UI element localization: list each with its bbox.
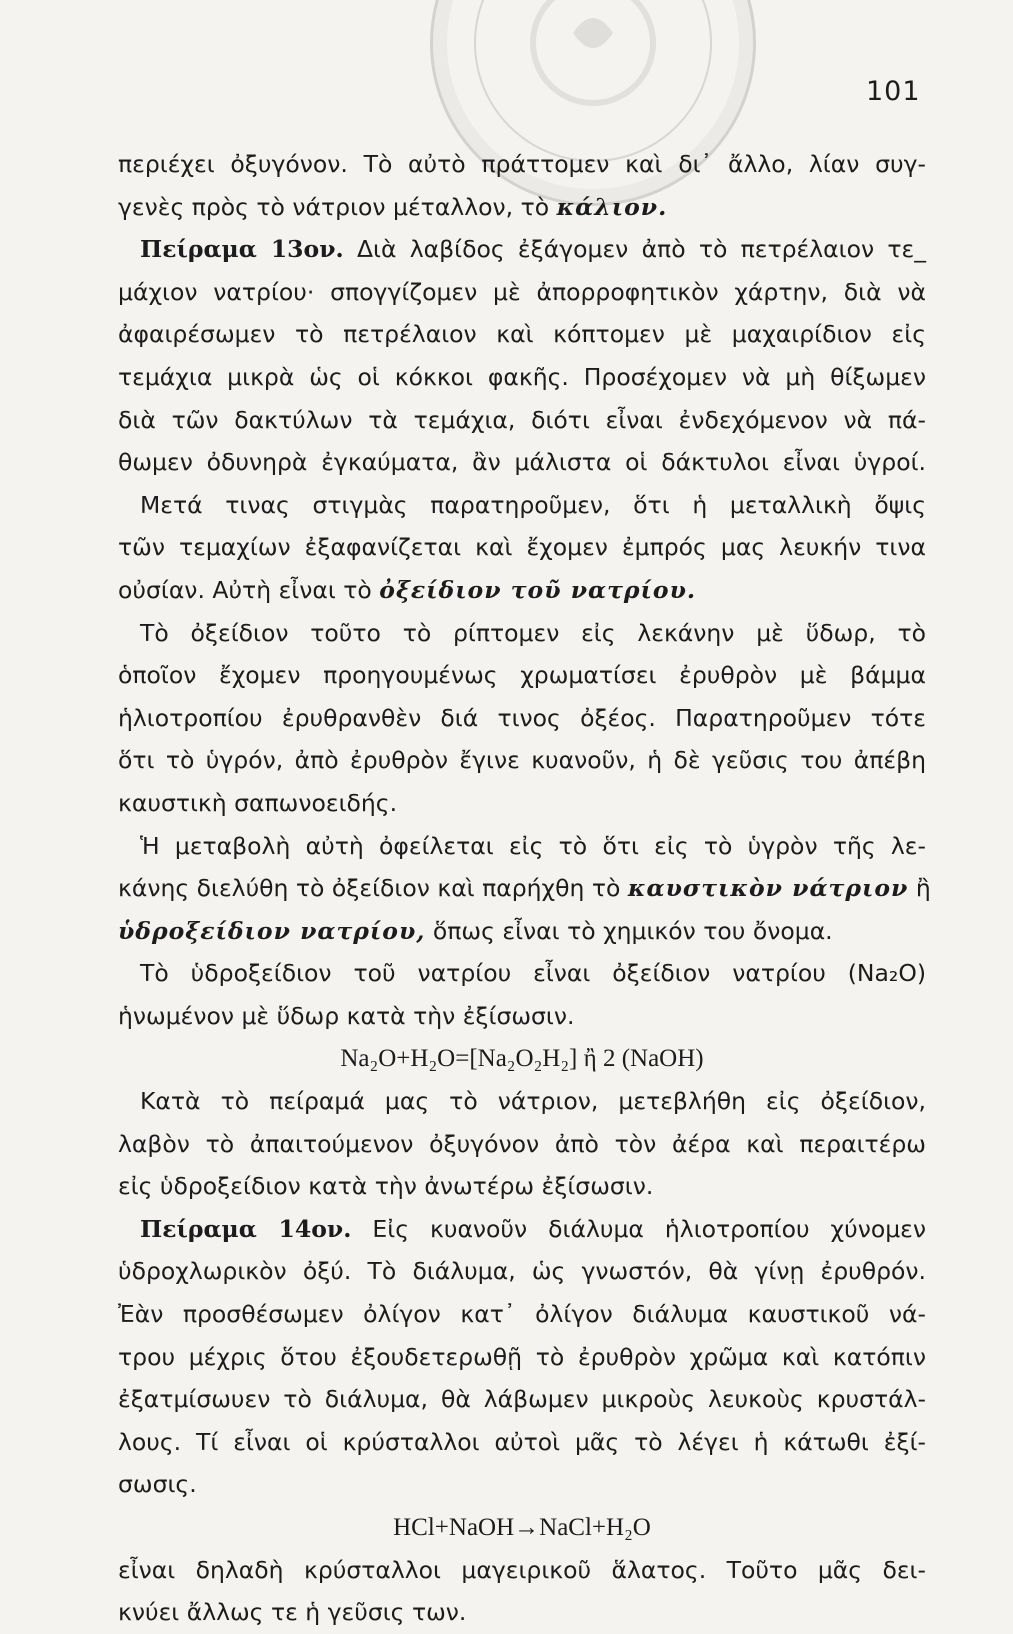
experiment-heading: Πείραμα 13ον. <box>140 235 344 264</box>
body-text <box>118 143 931 1634</box>
chemical-equation: HCl+NaOH→NaCl+H₂O <box>393 1514 651 1541</box>
text-line: ὁποῖον ἔχομεν προηγουμένως χρωματίσει ἐρυθρὸν μὲ βάμμα <box>118 661 926 690</box>
text-line: διὰ τῶν δακτύλων τὰ τεμάχια, διότι εἶναι ἐνδεχόμενον νὰ πά- <box>118 405 926 434</box>
text-line: ἀφαιρέσωμεν τὸ πετρέλαιον καὶ κόπτομεν μὲ μαχαιρίδιον εἰς <box>118 320 926 349</box>
text-line: Πείραμα 13ον. Διὰ λαβίδος ἐξάγομεν ἀπὸ τὸ πετρέλαιον τε_ <box>140 235 926 264</box>
text-line: σωσις. <box>118 1470 197 1499</box>
text-line: Κατὰ τὸ πείραμά μας τὸ νάτριον, μετεβλήθη εἰς ὀξείδιον, <box>140 1087 926 1116</box>
text-line: λαβὸν τὸ ἀπαιτούμενον ὀξυγόνον ἀπὸ τὸν ἀέρα καὶ περαιτέρω <box>118 1129 926 1158</box>
text-line: μάχιον νατρίου· σπογγίζομεν μὲ ἀπορροφητικὸν χάρτην, διὰ νὰ <box>118 277 926 306</box>
text-line: ὅτι τὸ ὑγρόν, ἀπὸ ἐρυθρὸν ἔγινε κυανοῦν, ἡ δὲ γεῦσις του ἀπέβη <box>118 746 926 775</box>
text-line: Πείραμα 14ον. Εἰς κυανοῦν διάλυμα ἡλιοτροπίου χύνομεν <box>140 1214 926 1243</box>
experiment-heading: Πείραμα 14ον. <box>140 1214 352 1243</box>
text-line: ἡλιοτροπίου ἐρυθρανθὲν διά τινος ὀξέος. Παρατηροῦμεν τότε <box>118 703 926 732</box>
text-line: εἰς ὑδροξείδιον κατὰ τὴν ἀνωτέρω ἐξίσωσιν. <box>118 1172 654 1201</box>
text-line: τῶν τεμαχίων ἐξαφανίζεται καὶ ἔχομεν ἐμπρός μας λευκήν τινα <box>118 533 926 562</box>
chemical-equation: Na₂O+H₂O=[Na₂O₂H₂] ἢ 2 (NaOH) <box>340 1045 704 1073</box>
text-line: τρου μέχρις ὅτου ἐξουδετερωθῇ τὸ ἐρυθρὸν χρῶμα καὶ κατόπιν <box>118 1342 926 1371</box>
text-line: Ἡ μεταβολὴ αὐτὴ ὀφείλεται εἰς τὸ ὅτι εἰς τὸ ὑγρὸν τῆς λε- <box>140 831 926 860</box>
text-line: οὐσίαν. Αὐτὴ εἶναι τὸ ὀξείδιον τοῦ νατρίου. <box>118 575 697 604</box>
text-line: λους. Τί εἶναι οἱ κρύσταλλοι αὐτοὶ μᾶς τὸ λέγει ἡ κάτωθι ἐξί- <box>118 1427 926 1456</box>
text-line: ὑδροχλωρικὸν ὀξύ. Τὸ διάλυμα, ὡς γνωστόν, θὰ γίνῃ ἐρυθρόν. <box>118 1257 926 1286</box>
text-line: Τὸ ὀξείδιον τοῦτο τὸ ρίπτομεν εἰς λεκάνην μὲ ὕδωρ, τὸ <box>140 618 926 647</box>
text-line: ἡνωμένον μὲ ὕδωρ κατὰ τὴν ἐξίσωσιν. <box>118 1001 575 1030</box>
page-number: 101 <box>866 76 921 107</box>
text-line: κάνης διελύθη τὸ ὀξείδιον καὶ παρήχθη τὸ καυστικὸν νάτριον ἢ <box>118 874 931 903</box>
text-line: θωμεν ὀδυνηρὰ ἐγκαύματα, ἂν μάλιστα οἱ δάκτυλοι εἶναι ὑγροί. <box>118 448 926 477</box>
text-line: Τὸ ὑδροξείδιον τοῦ νατρίου εἶναι ὀξείδιον νατρίου (Na₂O) <box>140 959 926 988</box>
text-line: Ἐὰν προσθέσωμεν ὀλίγον κατ᾽ ὀλίγον διάλυμα καυστικοῦ νά- <box>118 1300 926 1329</box>
text-line: ὑδροξείδιον νατρίου, ὅπως εἶναι τὸ χημικόν του ὄνομα. <box>118 916 833 945</box>
text-line: τεμάχια μικρὰ ὡς οἱ κόκκοι φακῆς. Προσέχομεν νὰ μὴ θίξωμεν <box>118 362 926 391</box>
text-line: Μετά τινας στιγμὰς παρατηροῦμεν, ὅτι ἡ μεταλλικὴ ὄψις <box>140 490 926 519</box>
text-line: περιέχει ὀξυγόνον. Τὸ αὐτὸ πράττομεν καὶ δι᾽ ἄλλο, λίαν συγ- <box>118 150 926 178</box>
text-line: ἐξατμίσωυεν τὸ διάλυμα, θὰ λάβωμεν μικροὺς λευκοὺς κρυστάλ- <box>118 1385 926 1414</box>
text-line: γενὲς πρὸς τὸ νάτριον μέταλλον, τὸ κάλιον. <box>118 192 668 221</box>
text-line: κνύει ἄλλως τε ἡ γεῦσις των. <box>118 1598 467 1627</box>
text-line: καυστικὴ σαπωνοειδής. <box>118 788 398 817</box>
text-line: εἶναι δηλαδὴ κρύσταλλοι μαγειρικοῦ ἅλατος. Τοῦτο μᾶς δει- <box>118 1555 926 1584</box>
